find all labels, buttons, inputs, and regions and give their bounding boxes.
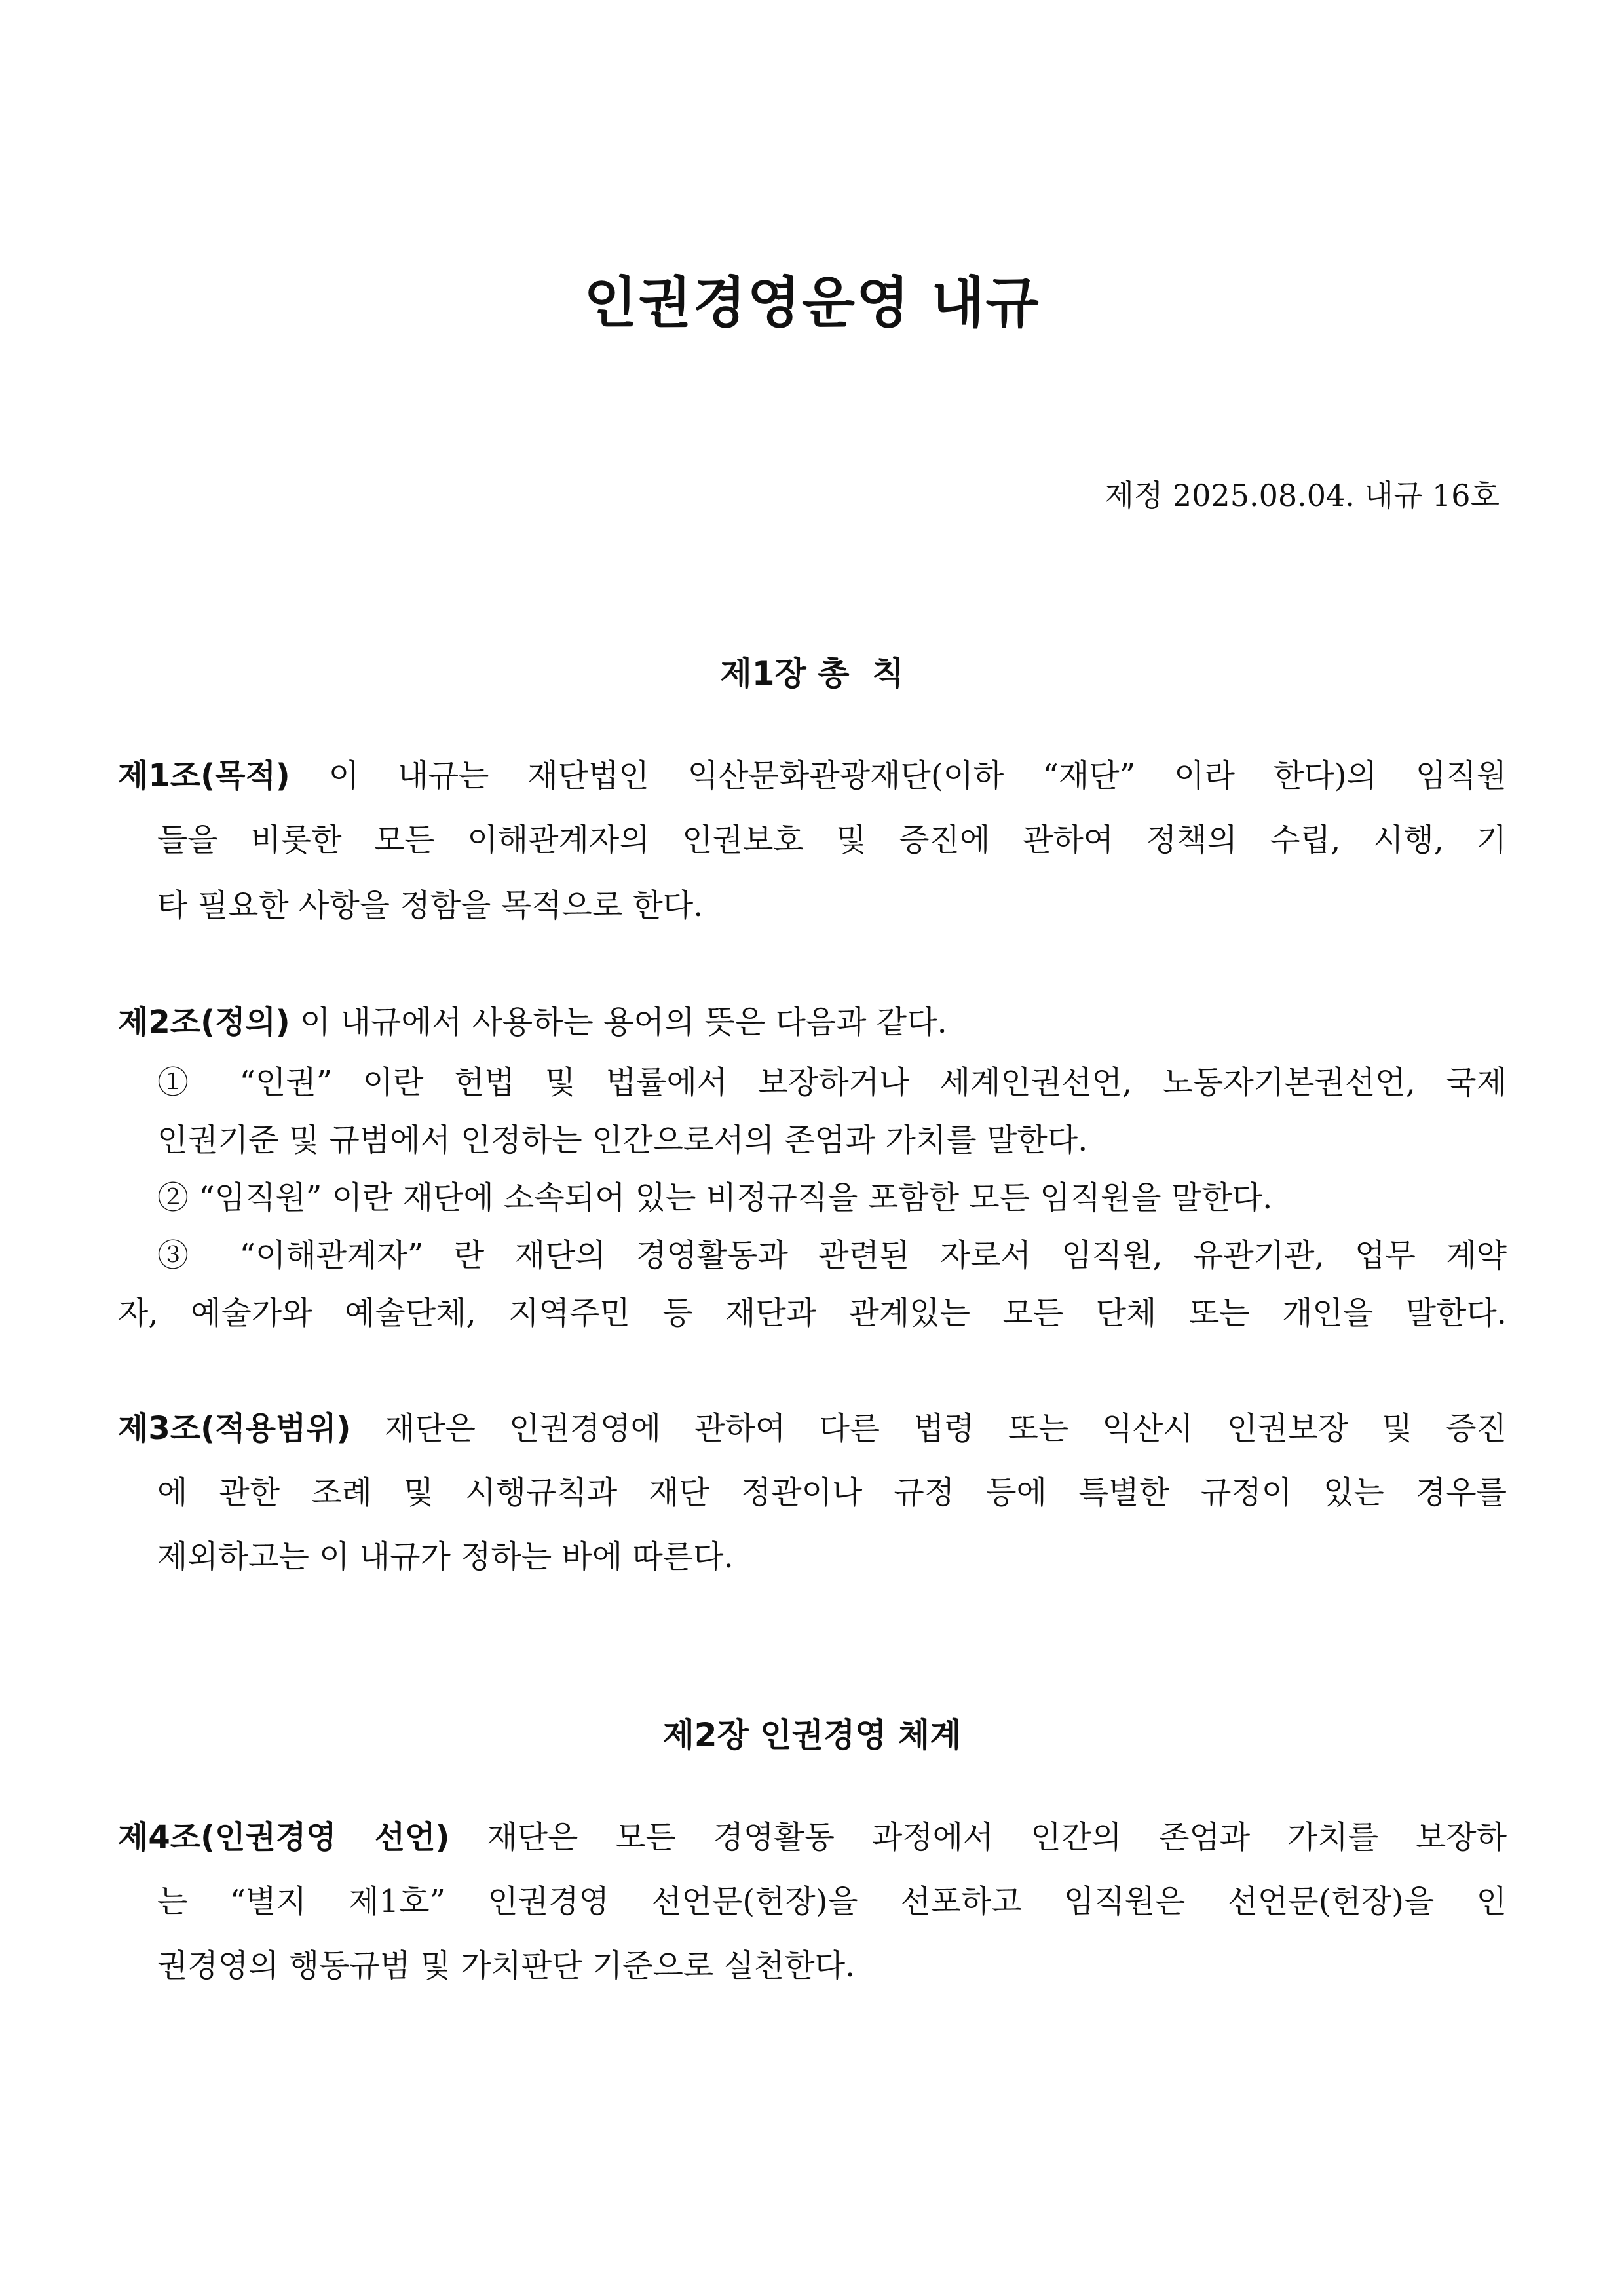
article-1-line-3: 타 필요한 사항을 정함을 목적으로 한다.: [157, 887, 704, 924]
article-3-text-1: 재단은 인권경영에 관하여 다른 법령 또는 익산시 인권보장 및 증진: [350, 1410, 1507, 1447]
article-1-text-1: 이 내규는 재단법인 익산문화관광재단(이하 “재단” 이라 한다)의 임직원: [290, 757, 1507, 794]
article-4-line-2: 는 “별지 제1호” 인권경영 선언문(헌장)을 선포하고 임직원은 선언문(헌장)을 인: [157, 1883, 1507, 1920]
article-1-line-1: [118, 757, 1507, 794]
article-4-heading: 제4조(인권경영 선언): [118, 1819, 450, 1856]
article-3-line-1: [118, 1410, 1507, 1447]
article-1-line-2: 들을 비롯한 모든 이해관계자의 인권보호 및 증진에 관하여 정책의 수립, 시행, 기: [157, 822, 1507, 858]
chapter-heading-2: 제2장 인권경영 체계: [662, 1716, 962, 1754]
article-1-heading: 제1조(목적): [118, 757, 290, 794]
enactment-info: 제정 2025.08.04. 내규 16호: [1105, 478, 1500, 513]
article-2-item-1-line-2: 인권기준 및 규범에서 인정하는 인간으로서의 존엄과 가치를 말한다.: [157, 1122, 1088, 1158]
article-2-item-1-line-1: ① “인권” 이란 헌법 및 법률에서 보장하거나 세계인권선언, 노동자기본권선언, 국제: [157, 1064, 1507, 1101]
article-2-line-1: [118, 1004, 1507, 1041]
article-2-text-1: 이 내규에서 사용하는 용어의 뜻은 다음과 같다.: [290, 1004, 947, 1041]
article-2-item-3-line-1: ③ “이해관계자” 란 재단의 경영활동과 관련된 자로서 임직원, 유관기관, 업무 계약: [157, 1237, 1507, 1274]
article-3-heading: 제3조(적용범위): [118, 1410, 351, 1447]
article-3-line-2: 에 관한 조례 및 시행규칙과 재단 정관이나 규정 등에 특별한 규정이 있는 경우를: [157, 1474, 1507, 1511]
document-title: 인권경영운영 내규: [584, 271, 1040, 335]
article-2-item-3-line-2: 자, 예술가와 예술단체, 지역주민 등 재단과 관계있는 모든 단체 또는 개인을 말한다.: [118, 1295, 1507, 1331]
chapter-heading-1: 제1장 총 칙: [720, 655, 904, 693]
article-2-heading: 제2조(정의): [118, 1004, 290, 1041]
article-4-line-3: 권경영의 행동규범 및 가치판단 기준으로 실천한다.: [157, 1947, 856, 1984]
article-4-text-1: 재단은 모든 경영활동 과정에서 인간의 존엄과 가치를 보장하: [449, 1819, 1507, 1856]
article-2-item-2: ② “임직원” 이란 재단에 소속되어 있는 비정규직을 포함한 모든 임직원을 말한다.: [157, 1179, 1273, 1216]
article-4-line-1: [118, 1819, 1507, 1856]
article-3-line-3: 제외하고는 이 내규가 정하는 바에 따른다.: [157, 1539, 734, 1575]
